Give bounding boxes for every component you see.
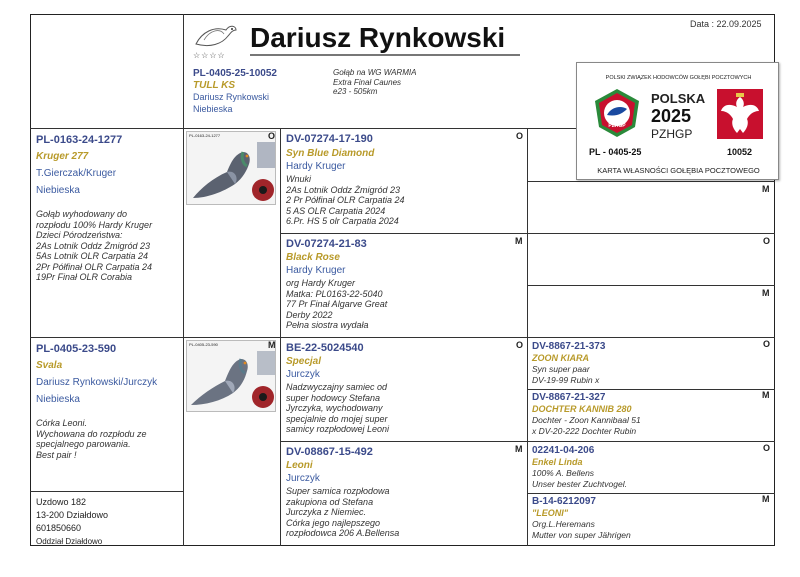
bird-color: Niebieska [193, 104, 233, 114]
ssd-sex: M [762, 184, 770, 194]
sd-name: Black Rose [286, 252, 340, 263]
card-caption: KARTA WŁASNOŚCI GOŁĘBIA POCZTOWEGO [597, 166, 760, 175]
ds-breeder: Jurczyk [286, 369, 320, 380]
ddd-sex: M [762, 494, 770, 504]
sire-breeder: T.Gierczak/Kruger [36, 168, 117, 179]
divider [527, 181, 775, 182]
dd-description: Super samica rozpłodowa zakupiona od Stefana Jurczyka z Niemiec. Córka jego najlepszego rozpłodowca 206 A.Bellensa [286, 486, 400, 538]
sd-sex: M [515, 236, 523, 246]
ds-sex: O [516, 340, 524, 350]
dam-breeder: Dariusz Rynkowski/Jurczyk [36, 377, 158, 388]
ddd-description: Org.L.Heremans Mutter von super Jährigen [532, 519, 631, 540]
divider [280, 441, 775, 442]
sire-color: Niebieska [36, 185, 80, 196]
dd-breeder: Jurczyk [286, 473, 320, 484]
date-text: Data : 22.09.2025 [690, 19, 762, 29]
sire-ring: PL-0163-24-1277 [36, 134, 123, 146]
sd-ring: DV-07274-21-83 [286, 238, 367, 250]
dss-ring: DV-8867-21-373 [532, 341, 606, 352]
pzhgp-logo-icon [591, 87, 643, 139]
divider [30, 337, 775, 338]
dds-name: Enkel Linda [532, 457, 583, 467]
breeder-address: Uzdowo 182 13-200 Działdowo 601850660 Oddział Działdowo [36, 497, 109, 546]
dsd-name: DOCHTER KANNIB 280 [532, 404, 632, 414]
sire-description: Gołąb wyhodowany do rozpłodu 100% Hardy Kruger Dzieci Pórodzeństwa: 2As Lotnik Oddz Żmigród 23 5As Lotnik OLR Carpatia 24 2Pr Półfinał OLR Carpatia 24 19Pr Finał OLR Corabia [36, 209, 153, 282]
divider [30, 491, 183, 492]
ss-sex: O [516, 131, 524, 141]
logo-pigeon-icon [192, 18, 238, 52]
sd-description: org Hardy Kruger Matka: PL0163-22-5040 77 Pr Finał Algarve Great Derby 2022 Pełna siostra wydała [286, 278, 388, 330]
dam-ring: PL-0405-23-590 [36, 343, 117, 355]
divider [183, 14, 184, 546]
owner-name: Dariusz Rynkowski [250, 22, 506, 53]
divider [527, 389, 775, 390]
sds-sex: O [763, 236, 771, 246]
dam-sex: M [268, 340, 276, 350]
sire-sex: O [268, 131, 276, 141]
pigeon-photo-icon [187, 138, 276, 205]
ddd-name: "LEONI" [532, 508, 569, 518]
dds-sex: O [763, 443, 771, 453]
sire-name: Kruger 277 [36, 151, 89, 162]
ss-description: Wnuki 2As Lotnik Oddz Żmigród 23 2 Pr Półfinał OLR Carpatia 24 5 AS OLR Carpatia 2024 6.Pr. HS 5 olr Carpatia 2024 [286, 174, 405, 226]
dd-name: Leoni [286, 460, 313, 471]
dds-ring: 02241-04-206 [532, 445, 595, 456]
divider [527, 493, 775, 494]
dds-description: 100% A. Bellens Unser bester Zuchtvogel. [532, 468, 627, 489]
card-ring-prefix: PL - 0405-25 [589, 147, 642, 157]
bird-ring: PL-0405-25-10052 [193, 68, 277, 79]
dsd-sex: M [762, 390, 770, 400]
dam-color: Niebieska [36, 394, 80, 405]
ss-ring: DV-07274-17-190 [286, 133, 373, 145]
svg-text:PZHGP: PZHGP [608, 123, 626, 129]
ds-name: Specjal [286, 356, 322, 367]
divider [527, 285, 775, 286]
ds-ring: BE-22-5024540 [286, 342, 364, 354]
divider [280, 233, 775, 234]
bird-name: TULL KS [193, 80, 236, 91]
ds-description: Nadzwyczajny samiec od super hodowcy Stefana Jyrczyka, wychodowany specjalnie do mojej super samicy rozpłodowej Leoni [286, 382, 390, 434]
ss-breeder: Hardy Kruger [286, 161, 346, 172]
ownership-card [576, 62, 779, 180]
owner-underline [250, 54, 520, 56]
dss-description: Syn super paar DV-19-99 Rubin x [532, 364, 600, 385]
ss-name: Syn Blue Diamond [286, 148, 375, 159]
dam-description: Córka Leoni. Wychowana do rozpłodu ze specjalnego parowania. Best pair ! [36, 418, 147, 460]
dd-sex: M [515, 444, 523, 454]
card-year: 2025 [651, 106, 692, 126]
rating-stars: ☆☆☆☆ [193, 51, 226, 60]
card-country: POLSKA [651, 91, 706, 106]
dd-ring: DV-08867-15-492 [286, 446, 373, 458]
sdd-sex: M [762, 288, 770, 298]
sd-breeder: Hardy Kruger [286, 265, 346, 276]
bird-breeder: Dariusz Rynkowski [193, 92, 270, 102]
pigeon-photo-icon [187, 347, 276, 412]
card-org-short: PZHGP [651, 127, 693, 141]
dss-name: ZOON KIARA [532, 353, 589, 363]
sire-photo: PL-0163-24-1277 [186, 131, 276, 205]
card-org: POLSKI ZWIĄZEK HODOWCÓW GOŁĘBI POCZTOWYCH [605, 75, 752, 81]
eagle-emblem-icon [717, 89, 763, 139]
dam-name: Svala [36, 360, 63, 371]
bird-note: Gołąb na WG WARMIA Extra Finał Caunes e23 - 505km [333, 68, 417, 96]
dsd-ring: DV-8867-21-327 [532, 392, 606, 403]
dss-sex: O [763, 339, 771, 349]
card-ring-number: 10052 [727, 147, 753, 157]
dsd-description: Dochter - Zoon Kannibaal 51 x DV-20-222 Dochter Rubin [532, 415, 641, 436]
dam-photo: PL-0405-23-590 [186, 340, 276, 412]
ddd-ring: B-14-6212097 [532, 496, 596, 507]
